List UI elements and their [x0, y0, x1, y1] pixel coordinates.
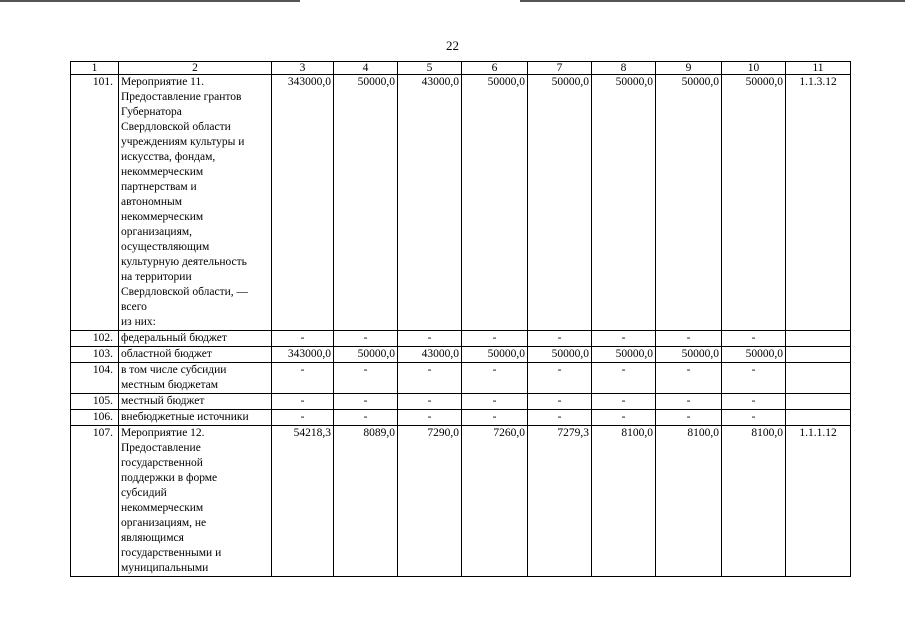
value-cell: -: [462, 363, 528, 394]
description-line: Свердловской области: [121, 121, 231, 133]
table-row: [71, 363, 851, 394]
header-cell: 1: [71, 62, 119, 75]
row-description: [119, 410, 272, 426]
row-description: [119, 331, 272, 347]
value-cell: -: [272, 410, 334, 426]
value-cell: 50000,0: [334, 75, 398, 331]
description-line: Губернатора: [121, 106, 182, 118]
description-line: местным бюджетам: [121, 379, 218, 391]
value-cell: 43000,0: [398, 347, 462, 363]
value-cell: -: [334, 394, 398, 410]
description-line: поддержки в форме: [121, 472, 218, 484]
page-number: 22: [446, 38, 459, 53]
header-cell: 8: [592, 62, 656, 75]
description-line: осуществляющим: [121, 241, 210, 253]
row-description: [119, 75, 272, 331]
value-cell: -: [528, 410, 592, 426]
value-cell: -: [398, 331, 462, 347]
description-line: Свердловской области, —: [121, 286, 249, 298]
value-cell: -: [592, 394, 656, 410]
header-cell: 5: [398, 62, 462, 75]
value-cell: 7279,3: [528, 426, 592, 577]
description-line: муниципальными: [121, 562, 209, 574]
value-cell: -: [462, 331, 528, 347]
row-number: 101.: [71, 75, 119, 331]
value-cell: -: [334, 331, 398, 347]
header-cell: 4: [334, 62, 398, 75]
description-line: Предоставление: [121, 442, 201, 454]
value-cell: 50000,0: [462, 347, 528, 363]
header-cell: 6: [462, 62, 528, 75]
header-cell: 7: [528, 62, 592, 75]
value-cell: -: [722, 410, 786, 426]
value-cell: -: [592, 410, 656, 426]
description-line: некоммерческим: [121, 211, 204, 223]
value-cell: 8089,0: [334, 426, 398, 577]
description-line: внебюджетные источники: [121, 411, 249, 423]
header-cell: 11: [786, 62, 851, 75]
description-line: государственными и: [121, 547, 222, 559]
value-cell: -: [462, 394, 528, 410]
value-cell: 8100,0: [592, 426, 656, 577]
table-row: [71, 426, 851, 577]
description-line: искусства, фондам,: [121, 151, 216, 163]
value-cell: 50000,0: [722, 75, 786, 331]
table-row: [71, 410, 851, 426]
value-cell: 343000,0: [272, 75, 334, 331]
row-number: 103.: [71, 347, 119, 363]
target-code: [786, 363, 851, 394]
value-cell: 50000,0: [528, 347, 592, 363]
value-cell: 50000,0: [592, 347, 656, 363]
value-cell: -: [656, 394, 722, 410]
scan-edge-line-right: [520, 0, 905, 2]
description-line: всего: [121, 301, 147, 313]
value-cell: -: [528, 331, 592, 347]
description-line: областной бюджет: [121, 348, 212, 360]
value-cell: 50000,0: [722, 347, 786, 363]
description-line: культурную деятельность: [121, 256, 247, 268]
value-cell: 8100,0: [656, 426, 722, 577]
budget-table: [70, 61, 851, 577]
value-cell: -: [592, 331, 656, 347]
value-cell: -: [656, 331, 722, 347]
description-line: из них:: [121, 316, 156, 328]
value-cell: 50000,0: [656, 75, 722, 331]
table-row: [71, 347, 851, 363]
table-row: [71, 331, 851, 347]
description-line: некоммерческим: [121, 166, 204, 178]
value-cell: -: [656, 363, 722, 394]
value-cell: 50000,0: [462, 75, 528, 331]
value-cell: 50000,0: [528, 75, 592, 331]
value-cell: -: [334, 363, 398, 394]
row-description: [119, 426, 272, 577]
description-line: субсидий: [121, 487, 167, 499]
value-cell: -: [462, 410, 528, 426]
description-line: партнерствам и: [121, 181, 197, 193]
table-row: [71, 75, 851, 331]
value-cell: 43000,0: [398, 75, 462, 331]
value-cell: -: [398, 363, 462, 394]
target-code: [786, 347, 851, 363]
row-number: 102.: [71, 331, 119, 347]
target-code: 1.1.3.12: [786, 75, 851, 331]
description-line: Мероприятие 11.: [121, 76, 205, 88]
description-line: местный бюджет: [121, 395, 205, 407]
description-line: на территории: [121, 271, 192, 283]
description-line: государственной: [121, 457, 203, 469]
description-line: некоммерческим: [121, 502, 204, 514]
value-cell: 7290,0: [398, 426, 462, 577]
description-line: автономным: [121, 196, 182, 208]
target-code: [786, 410, 851, 426]
row-number: 106.: [71, 410, 119, 426]
value-cell: 8100,0: [722, 426, 786, 577]
table-row: [71, 394, 851, 410]
description-line: организациям,: [121, 226, 193, 238]
target-code: [786, 394, 851, 410]
header-row: [71, 62, 851, 75]
description-line: являющимся: [121, 532, 184, 544]
description-line: организациям, не: [121, 517, 207, 529]
value-cell: -: [398, 410, 462, 426]
value-cell: -: [398, 394, 462, 410]
value-cell: 7260,0: [462, 426, 528, 577]
row-number: 105.: [71, 394, 119, 410]
value-cell: -: [272, 394, 334, 410]
row-number: 104.: [71, 363, 119, 394]
value-cell: -: [656, 410, 722, 426]
value-cell: 50000,0: [656, 347, 722, 363]
value-cell: -: [592, 363, 656, 394]
value-cell: -: [722, 394, 786, 410]
row-description: [119, 394, 272, 410]
description-line: учреждениям культуры и: [121, 136, 245, 148]
value-cell: 50000,0: [592, 75, 656, 331]
value-cell: -: [272, 331, 334, 347]
description-line: Мероприятие 12.: [121, 427, 205, 439]
row-number: 107.: [71, 426, 119, 577]
row-description: [119, 347, 272, 363]
value-cell: -: [722, 363, 786, 394]
value-cell: -: [722, 331, 786, 347]
header-cell: 9: [656, 62, 722, 75]
header-cell: 2: [119, 62, 272, 75]
header-cell: 10: [722, 62, 786, 75]
value-cell: 50000,0: [334, 347, 398, 363]
row-description: [119, 363, 272, 394]
value-cell: 54218,3: [272, 426, 334, 577]
value-cell: -: [334, 410, 398, 426]
header-cell: 3: [272, 62, 334, 75]
description-line: в том числе субсидии: [121, 364, 227, 376]
target-code: 1.1.1.12: [786, 426, 851, 577]
value-cell: -: [272, 363, 334, 394]
target-code: [786, 331, 851, 347]
value-cell: -: [528, 363, 592, 394]
description-line: Предоставление грантов: [121, 91, 242, 103]
value-cell: 343000,0: [272, 347, 334, 363]
description-line: федеральный бюджет: [121, 332, 227, 344]
value-cell: -: [528, 394, 592, 410]
scan-edge-line-left: [0, 0, 300, 2]
